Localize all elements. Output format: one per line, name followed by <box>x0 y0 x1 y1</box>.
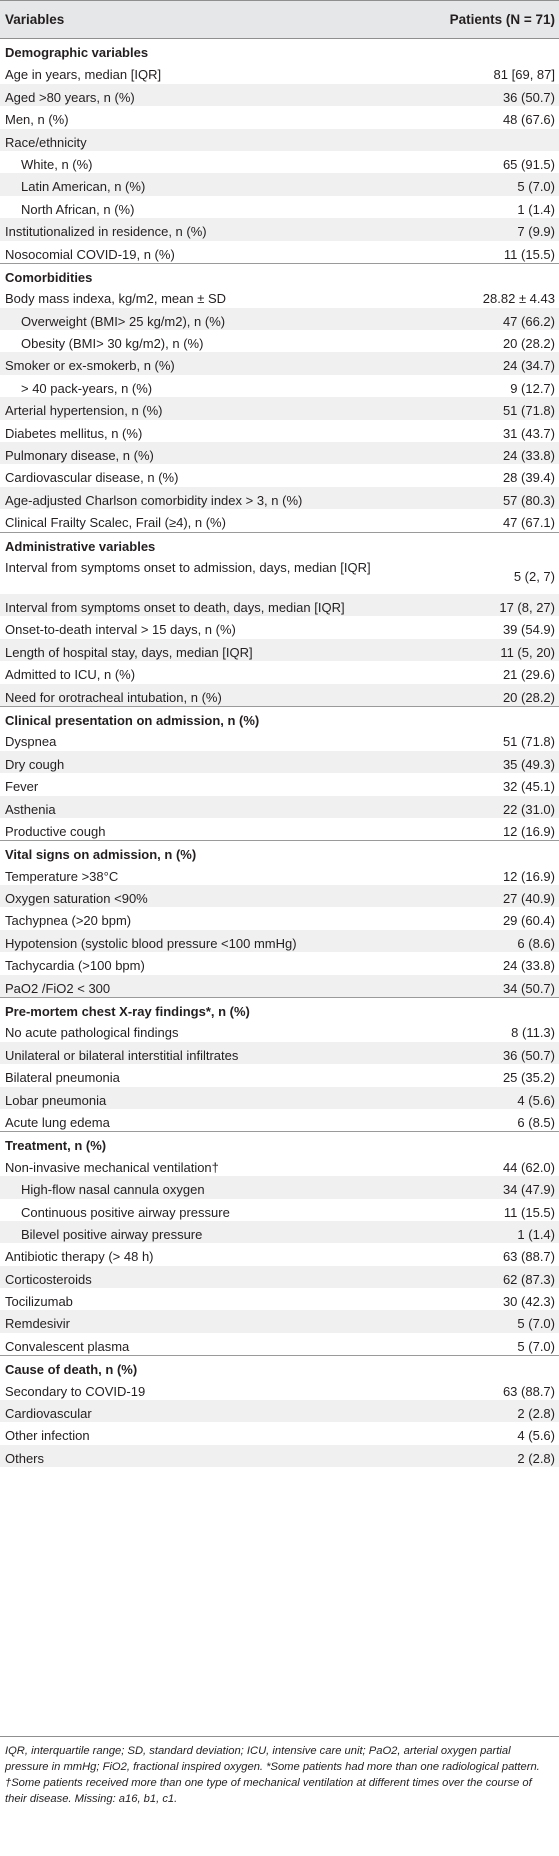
table-row <box>0 308 559 330</box>
table-row <box>0 1176 559 1198</box>
table-row <box>0 1109 559 1131</box>
row-value: 22 (31.0) <box>502 801 555 817</box>
table-row <box>0 1445 559 1467</box>
section-header-row <box>0 39 559 61</box>
table-row <box>0 151 559 173</box>
row-label: Non-invasive mechanical ventilation† <box>5 1159 219 1175</box>
row-label: Length of hospital stay, days, median [IQR] <box>5 644 253 660</box>
row-value: 12 (16.9) <box>502 823 555 839</box>
table-row <box>0 728 559 750</box>
row-value: 47 (66.2) <box>502 313 555 329</box>
row-value: 4 (5.6) <box>517 1428 555 1444</box>
section-header-row <box>0 1355 559 1377</box>
row-label: High-flow nasal cannula oxygen <box>21 1182 205 1198</box>
row-label: Oxygen saturation <90% <box>5 891 148 907</box>
row-value: 24 (33.8) <box>502 448 555 464</box>
row-label: Bilevel positive airway pressure <box>21 1226 203 1242</box>
table-row <box>0 1042 559 1064</box>
row-value: 24 (33.8) <box>502 958 555 974</box>
row-value: 11 (15.5) <box>503 1204 555 1220</box>
row-label: Acute lung edema <box>5 1114 110 1130</box>
table-footnote <box>0 1736 559 1807</box>
table-row <box>0 442 559 464</box>
row-label: Need for orotracheal intubation, n (%) <box>5 689 222 705</box>
row-label: Demographic variables <box>5 45 149 60</box>
row-label: Overweight (BMI> 25 kg/m2), n (%) <box>21 313 226 329</box>
table-row <box>0 818 559 840</box>
table-row <box>0 975 559 997</box>
section-header-row <box>0 532 559 554</box>
row-label: Smoker or ex-smokerb, n (%) <box>5 358 175 374</box>
row-label: Secondary to COVID-19 <box>5 1383 146 1399</box>
table-row <box>0 129 559 151</box>
row-value: 5 (7.0) <box>517 179 555 195</box>
row-value: 12 (16.9) <box>502 868 555 884</box>
row-label: Race/ethnicity <box>5 134 87 150</box>
row-value: 30 (42.3) <box>502 1294 555 1310</box>
row-label: PaO2 /FiO2 < 300 <box>5 980 111 996</box>
row-value: 39 (54.9) <box>502 622 555 638</box>
row-value: 5 (2, 7) <box>513 568 555 584</box>
table-row <box>0 796 559 818</box>
row-label: Age in years, median [IQR] <box>5 67 162 83</box>
row-label: Comorbidities <box>5 269 93 285</box>
header-variables: Variables <box>5 12 65 27</box>
row-label: Fever <box>5 779 39 795</box>
row-value: 34 (50.7) <box>502 980 555 996</box>
row-value: 2 (2.8) <box>517 1450 555 1466</box>
table-row <box>0 84 559 106</box>
section-header-row <box>0 263 559 285</box>
table-row <box>0 375 559 397</box>
row-label: Productive cough <box>5 823 106 839</box>
row-value: 28.82 ± 4.43 <box>482 291 555 307</box>
row-value: 57 (80.3) <box>502 492 555 508</box>
row-value: 11 (5, 20) <box>500 644 555 660</box>
row-value: 20 (28.2) <box>502 336 555 352</box>
table-row <box>0 930 559 952</box>
row-label: Tachypnea (>20 bpm) <box>5 913 132 929</box>
table-row <box>0 464 559 486</box>
row-value: 48 (67.6) <box>502 112 555 128</box>
table-row <box>0 352 559 374</box>
row-value: 35 (49.3) <box>502 756 555 772</box>
table-row <box>0 952 559 974</box>
table-row <box>0 1064 559 1086</box>
row-label: Dyspnea <box>5 734 57 750</box>
table-row <box>0 907 559 929</box>
row-value: 44 (62.0) <box>502 1159 555 1175</box>
row-value: 20 (28.2) <box>502 689 555 705</box>
table-row <box>0 1422 559 1444</box>
row-label: Arterial hypertension, n (%) <box>5 403 163 419</box>
row-value: 17 (8, 27) <box>499 599 555 615</box>
table-row <box>0 330 559 352</box>
table-row <box>0 420 559 442</box>
row-value: 25 (35.2) <box>502 1070 555 1086</box>
row-label: Clinical presentation on admission, n (%) <box>5 712 260 728</box>
row-label: Dry cough <box>5 756 65 772</box>
row-value: 65 (91.5) <box>502 156 555 172</box>
row-label: Clinical Frailty Scalec, Frail (≥4), n (%) <box>5 515 226 531</box>
table-row <box>0 241 559 263</box>
table-row <box>0 397 559 419</box>
row-value: 62 (87.3) <box>502 1271 555 1287</box>
row-label: Interval from symptoms onset to death, days, median [IQR] <box>5 599 345 615</box>
table-row <box>0 1199 559 1221</box>
row-label: Onset-to-death interval > 15 days, n (%) <box>5 622 236 638</box>
row-label: Pulmonary disease, n (%) <box>5 448 154 464</box>
row-value: 7 (9.9) <box>517 224 555 240</box>
row-value: 6 (8.5) <box>517 1114 555 1130</box>
row-label: Tocilizumab <box>5 1294 73 1310</box>
row-label: Convalescent plasma <box>5 1338 130 1354</box>
row-value: 11 (15.5) <box>503 246 555 262</box>
row-label: Nosocomial COVID-19, n (%) <box>5 246 175 262</box>
table-row <box>0 218 559 240</box>
row-value: 1 (1.4) <box>517 1226 555 1242</box>
row-label: Treatment, n (%) <box>5 1138 107 1154</box>
section-header-row <box>0 1131 559 1153</box>
row-value: 5 (7.0) <box>517 1338 555 1354</box>
table-row <box>0 773 559 795</box>
row-label: Other infection <box>5 1428 90 1444</box>
row-label: Pre-mortem chest X-ray findings*, n (%) <box>5 1004 250 1020</box>
table-row <box>0 285 559 307</box>
row-label: Tachycardia (>100 bpm) <box>5 958 145 974</box>
row-label: Lobar pneumonia <box>5 1092 107 1108</box>
row-value: 34 (47.9) <box>502 1182 555 1198</box>
table-row <box>0 1087 559 1109</box>
row-label: Asthenia <box>5 801 56 817</box>
table-row <box>0 616 559 638</box>
table-row <box>0 863 559 885</box>
row-label: Aged >80 years, n (%) <box>5 89 135 105</box>
row-label: Continuous positive airway pressure <box>21 1204 230 1220</box>
row-value: 36 (50.7) <box>502 89 555 105</box>
row-label: Corticosteroids <box>5 1271 92 1287</box>
row-value: 1 (1.4) <box>517 201 555 217</box>
section-header-row <box>0 706 559 728</box>
table-row <box>0 684 559 706</box>
row-label: Obesity (BMI> 30 kg/m2), n (%) <box>21 336 204 352</box>
row-value: 4 (5.6) <box>517 1092 555 1108</box>
table-row <box>0 487 559 509</box>
row-value: 24 (34.7) <box>502 358 555 374</box>
table-row <box>0 509 559 531</box>
row-label: Admitted to ICU, n (%) <box>5 667 136 683</box>
row-value: 32 (45.1) <box>502 779 555 795</box>
row-value: 51 (71.8) <box>502 403 555 419</box>
row-value: 51 (71.8) <box>502 734 555 750</box>
footnote-text: IQR, interquartile range; SD, standard deviation; ICU, intensive care unit; PaO2, arterial oxygen partial pressure in mmHg; FiO2, fractional inspired oxygen. *Some patients had more than one radiological pattern. †Some patients received more than one type of mechanical ventilation at different times over the course of their disease. Missing: a16, b1, c1. <box>5 1745 540 1805</box>
row-value: 29 (60.4) <box>502 913 555 929</box>
section-header-row <box>0 840 559 862</box>
table-row <box>0 751 559 773</box>
row-label: Cardiovascular disease, n (%) <box>5 470 179 486</box>
table-row <box>0 1310 559 1332</box>
row-label: North African, n (%) <box>21 201 135 217</box>
row-label: Institutionalized in residence, n (%) <box>5 224 207 240</box>
table-row <box>0 639 559 661</box>
table-row <box>0 61 559 83</box>
table-row <box>0 196 559 218</box>
row-label: Men, n (%) <box>5 112 69 128</box>
table-row <box>0 661 559 683</box>
row-label: Unilateral or bilateral interstitial infiltrates <box>5 1047 239 1063</box>
table-row <box>0 594 559 616</box>
row-value: 81 [69, 87] <box>493 67 555 83</box>
row-value: 9 (12.7) <box>510 380 555 396</box>
row-value: 47 (67.1) <box>502 515 555 531</box>
row-label: Others <box>5 1450 45 1466</box>
row-label: Cause of death, n (%) <box>5 1362 138 1378</box>
row-label: Temperature >38°C <box>5 868 119 884</box>
row-label: Body mass indexa, kg/m2, mean ± SD <box>5 291 227 307</box>
row-label: Antibiotic therapy (> 48 h) <box>5 1249 154 1265</box>
row-label: White, n (%) <box>21 156 93 172</box>
row-label: Age-adjusted Charlson comorbidity index > 3, n (%) <box>5 492 303 508</box>
table-row <box>0 1221 559 1243</box>
row-label: Hypotension (systolic blood pressure <100 mmHg) <box>5 935 297 951</box>
table-row <box>0 1288 559 1310</box>
row-label: > 40 pack-years, n (%) <box>21 380 153 396</box>
table-row <box>0 173 559 195</box>
section-header-row <box>0 997 559 1019</box>
table-row <box>0 1333 559 1355</box>
row-value: 63 (88.7) <box>502 1383 555 1399</box>
row-label: Diabetes mellitus, n (%) <box>5 425 143 441</box>
table-row <box>0 1266 559 1288</box>
row-value: 27 (40.9) <box>502 891 555 907</box>
row-value: 63 (88.7) <box>502 1249 555 1265</box>
row-label: Vital signs on admission, n (%) <box>5 847 197 863</box>
row-label: Cardiovascular <box>5 1406 92 1422</box>
row-value: 28 (39.4) <box>502 470 555 486</box>
row-value: 2 (2.8) <box>517 1406 555 1422</box>
table-row <box>0 106 559 128</box>
table-row <box>0 885 559 907</box>
row-value: 5 (7.0) <box>517 1316 555 1332</box>
row-value: 6 (8.6) <box>517 935 555 951</box>
row-value: 8 (11.3) <box>511 1025 555 1041</box>
table-row <box>0 554 559 594</box>
table-row <box>0 1378 559 1400</box>
row-value: 31 (43.7) <box>502 425 555 441</box>
table-row <box>0 1400 559 1422</box>
table-body <box>0 39 559 1467</box>
row-label: Bilateral pneumonia <box>5 1070 120 1086</box>
row-label: Latin American, n (%) <box>21 179 146 195</box>
row-label: Interval from symptoms onset to admission, days, median [IQR] <box>5 559 371 575</box>
table-row <box>0 1019 559 1041</box>
row-label: No acute pathological findings <box>5 1025 179 1041</box>
table-header <box>0 0 559 39</box>
row-value: 21 (29.6) <box>502 667 555 683</box>
row-value: 36 (50.7) <box>502 1047 555 1063</box>
table-row <box>0 1154 559 1176</box>
table-row <box>0 1243 559 1265</box>
row-label: Administrative variables <box>5 538 156 554</box>
row-label: Remdesivir <box>5 1316 71 1332</box>
header-patients: Patients (N = 71) <box>449 12 555 27</box>
